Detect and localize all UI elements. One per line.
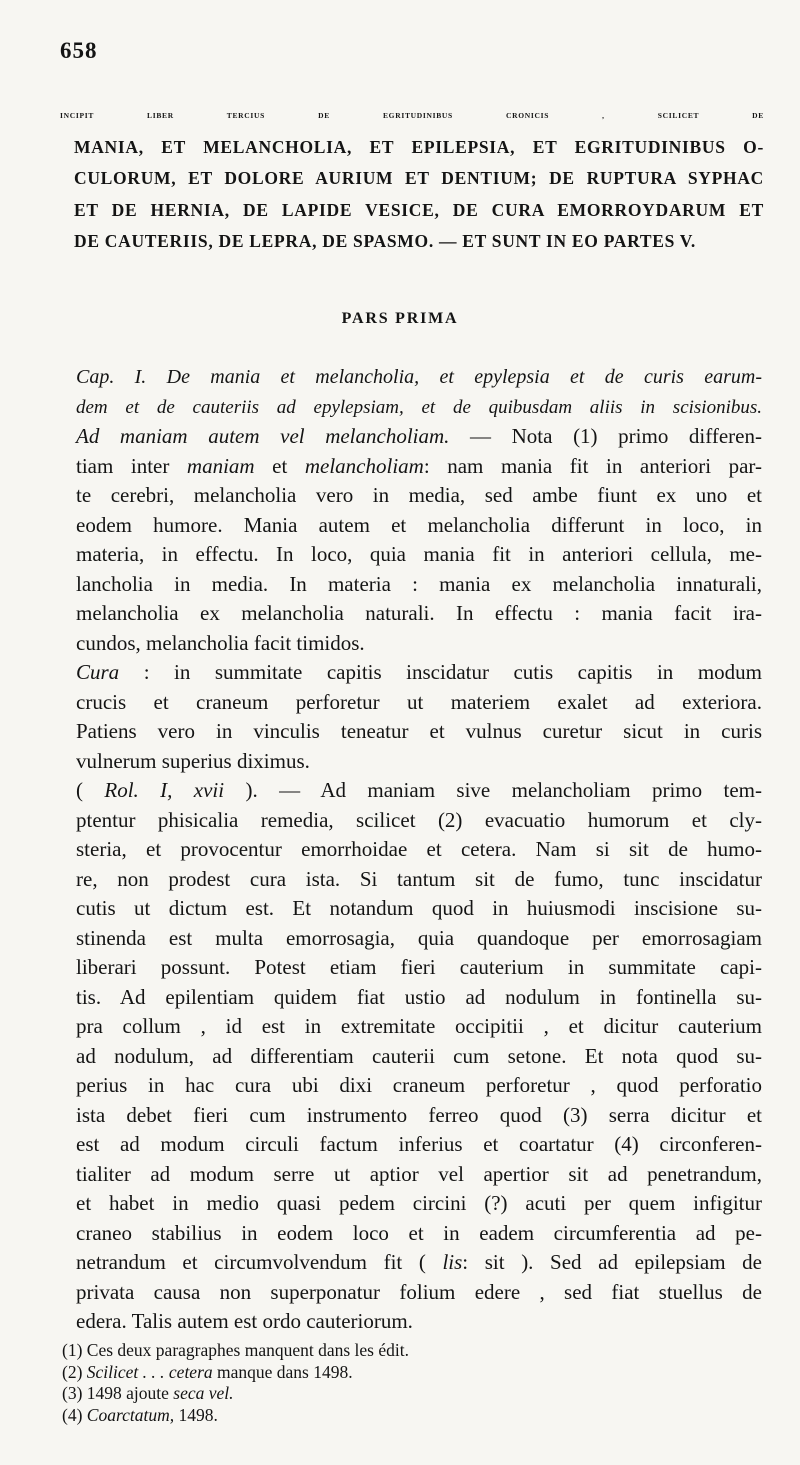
paragraph-line — [76, 422, 762, 452]
footnote-number: (2) — [62, 1361, 83, 1382]
chapter-title: dem et de cauteriis ad epylepsiam, et de quibusdam aliis in scisionibus. — [76, 396, 762, 418]
paragraph-line: stinenda est multa emorrosagia, quia quandoque per emorrosagiam — [76, 925, 762, 950]
paragraph-line: cundos, melancholia facit timidos. — [76, 630, 365, 655]
footnote — [62, 1340, 662, 1362]
chapter-title-line — [76, 363, 762, 393]
paragraph-line: te cerebri, melancholia vero in media, sed ambe fiunt ex uno et — [76, 483, 762, 507]
footnote — [62, 1383, 662, 1405]
footnote-italic: Scilicet . . . cetera — [86, 1361, 213, 1382]
footnote-number: (3) — [62, 1383, 83, 1403]
footnote-text: Ces deux paragraphes manquent dans les édit. — [82, 1340, 409, 1360]
page-number: 658 — [60, 38, 98, 63]
footnote-italic: Coarctatum, — [86, 1404, 175, 1425]
footnote-text: manque dans 1498. — [212, 1361, 353, 1382]
paragraph-line: eodem humore. Mania autem et melancholia differunt in loco, in — [76, 512, 762, 537]
paragraph-line: melancholia ex melancholia naturali. In effectu : mania facit ira- — [76, 601, 762, 625]
section-title: PARS PRIMA — [341, 310, 459, 327]
text: netrandum et circumvolvendum fit ( — [76, 1250, 443, 1274]
paragraph-line: Patiens vero in vinculis teneatur et vulnus curetur sicut in curis — [76, 719, 762, 743]
paragraph-line: pra collum , id est in extremitate occipitii , et dicitur cauterium — [76, 1014, 762, 1038]
footnote-number: (4) — [62, 1404, 83, 1425]
text: : nam mania fit in anteriori par- — [423, 453, 762, 478]
paragraph-line: est ad modum circuli factum inferius et coartatur (4) circonferen- — [76, 1132, 762, 1156]
paragraph-line: re, non prodest cura ista. Si tantum sit de fumo, tunc inscidatur — [76, 866, 762, 891]
text: ( — [76, 778, 105, 802]
chapter-title-line — [76, 393, 762, 423]
paragraph-line: cutis ut dictum est. Et notandum quod in huiusmodi inscisione su- — [76, 896, 762, 920]
paragraph-line — [76, 1248, 762, 1278]
paragraph-line: edera. Talis autem est ordo cauteriorum. — [76, 1309, 413, 1333]
heading-line: ET DE HERNIA, DE LAPIDE VESICE, DE CURA EMORROYDARUM ET — [74, 199, 764, 220]
paragraph-line: tialiter ad modum serre ut aptior vel apertior sit ad penetrandum, — [76, 1161, 762, 1186]
footnote-text: 1498. — [174, 1404, 218, 1425]
paragraph-line: tis. Ad epilentiam quidem fiat ustio ad nodulum in fontinella su- — [76, 984, 762, 1009]
paragraph-line: lancholia in media. In materia : mania ex melancholia innaturali, — [76, 571, 762, 596]
italic-word: maniam — [186, 453, 255, 478]
paragraph-line — [76, 658, 762, 688]
paragraph-line: crucis et craneum perforetur ut materiem exalet ad exteriora. — [76, 689, 762, 714]
paragraph-line: ista debet fieri cum instrumento ferreo quod (3) serra dicitur et — [76, 1102, 762, 1127]
footnote — [62, 1362, 662, 1384]
text: ). — [224, 778, 258, 802]
main-text — [76, 363, 762, 1337]
heading-line: MANIA, ET MELANCHOLIA, ET EPILEPSIA, ET EGRITUDINIBUS O- — [74, 136, 764, 157]
footnote-text: 1498 ajoute — [82, 1383, 174, 1403]
paragraph-line: et habet in medio quasi pedem circini (?) acuti per quem infigitur — [76, 1191, 762, 1215]
paragraph-line: steria, et provocentur emorrhoidae et cetera. Nam si sit de humo- — [76, 837, 762, 861]
text: : sit ). Sed ad epilepsiam de — [462, 1250, 762, 1274]
heading-line: CULORUM, ET DOLORE AURIUM ET DENTIUM; DE RUPTURA SYPHAC — [74, 168, 764, 188]
paragraph-line — [76, 452, 762, 482]
paragraph-line: materia, in effectu. In loco, quia mania fit in anteriori cellula, me- — [76, 542, 762, 566]
paragraph-line: privata causa non superponatur folium edere , sed fiat stuellus de — [76, 1279, 762, 1304]
italic-word: melancholiam — [304, 453, 424, 478]
paragraph-line: ad nodulum, ad differentiam cauterii cum setone. Et nota quod su- — [76, 1043, 762, 1068]
footnote — [62, 1405, 662, 1427]
lemma: Ad maniam autem vel melancholiam. — [76, 424, 450, 448]
paragraph-line: craneo stabilius in eodem loco et in eadem circumferentia ad pe- — [76, 1220, 762, 1245]
paragraph-line: liberari possunt. Potest etiam fieri cauterium in summitate capi- — [76, 955, 762, 979]
chapter-title: De mania et melancholia, et epylepsia et de curis earum- — [166, 366, 763, 388]
heading-line: INCIPIT LIBER TERCIUS DE EGRITUDINIBUS CRONICIS , SCILICET DE — [60, 111, 764, 120]
footnotes — [62, 1340, 662, 1426]
footnote-number: (1) — [62, 1340, 83, 1360]
paragraph-line: vulnerum superius diximus. — [76, 748, 310, 773]
paragraph-line — [76, 776, 762, 806]
text: et — [254, 453, 305, 478]
lemma: Cura — [76, 660, 120, 684]
paragraph-line: perius in hac cura ubi dixi craneum perforetur , quod perforatio — [76, 1073, 762, 1097]
heading-line: DE CAUTERIIS, DE LEPRA, DE SPASMO. — ET SUNT IN EO PARTES V. — [74, 231, 696, 251]
book-heading — [60, 100, 764, 258]
paragraph-line: ptentur phisicalia remedia, scilicet (2) evacuatio humorum et cly- — [76, 807, 762, 832]
footnote-italic: seca vel. — [173, 1383, 234, 1403]
text: tiam inter — [76, 453, 187, 478]
text: — Nota (1) primo differen- — [449, 424, 762, 448]
chapter-label: Cap. I. — [76, 366, 147, 388]
italic-word: lis — [442, 1250, 463, 1274]
text: — Ad maniam sive melancholiam primo tem- — [257, 778, 762, 802]
reference: Rol. I, xvii — [104, 778, 225, 802]
text: : in summitate capitis inscidatur cutis capitis in modum — [119, 660, 762, 684]
